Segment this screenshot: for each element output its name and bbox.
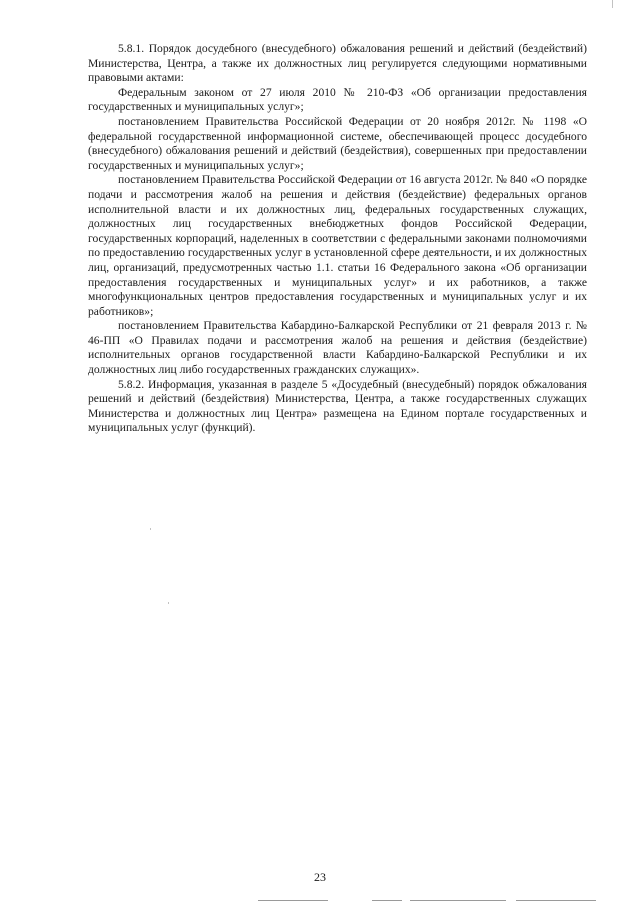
- scan-artifact-top-right: [612, 0, 613, 8]
- scan-artifact-bottom-line: [258, 900, 328, 901]
- paragraph-5-8-2: 5.8.2. Информация, указанная в разделе 5 «Досудебный (внесудебный) порядок обжалования решений и действий (бездействия) Министерства, Центра, а также государственных служащих Министерства и должностных лиц Центра» размещена на Едином портале государственных и муниципальных услуг (функций).: [88, 377, 587, 435]
- scan-artifact-bottom-line: [516, 900, 596, 901]
- scan-artifact-bottom-line: [372, 900, 402, 901]
- scan-artifact-margin-mark: [150, 528, 151, 530]
- scan-artifact-margin-mark: [168, 602, 169, 604]
- paragraph-5-8-1: 5.8.1. Порядок досудебного (внесудебного) обжалования решений и действий (бездействий) Министерства, Центра, а также их должностных лиц регулируется следующими нормативными правовыми актами:: [88, 42, 587, 85]
- paragraph-resolution-46-pp: постановлением Правительства Кабардино-Балкарской Республики от 21 февраля 2013 г. № 46-ПП «О Правилах подачи и рассмотрения жалоб на решения и действия (бездействие) исполнительных органов государственной власти Кабардино-Балкарской Республики и их должностных лиц либо государственных гражданских служащих».: [88, 319, 587, 377]
- scan-artifact-bottom-line: [410, 900, 506, 901]
- page-number: 23: [314, 870, 326, 884]
- document-body: [88, 42, 587, 436]
- paragraph-federal-law-210: Федеральным законом от 27 июля 2010 № 210-ФЗ «Об организации предоставления государственных и муниципальных услуг»;: [88, 85, 587, 114]
- paragraph-resolution-1198: постановлением Правительства Российской Федерации от 20 ноября 2012г. № 1198 «О федеральной государственной информационной системе, обеспечивающей процесс досудебного (внесудебного) обжалования решений и действий (бездействия), совершенных при предоставлении государственных и муниципальных услуг»;: [88, 114, 587, 172]
- paragraph-resolution-840: постановлением Правительства Российской Федерации от 16 августа 2012г. № 840 «О порядке подачи и рассмотрения жалоб на решения и действия (бездействие) федеральных органов исполнительной власти и их должностных лиц, федеральных государственных служащих, должностных лиц государственных внебюджетных фондов Российской Федерации, государственных корпораций, наделенных в соответствии с федеральными законами полномочиями по предоставлению государственных услуг в установленной сфере деятельности, и их должностных лиц, организаций, предусмотренных частью 1.1. статьи 16 Федерального закона «Об организации предоставления государственных и муниципальных услуг» и их работников, а также многофункциональных центров предоставления государственных и муниципальных услуг и их работников»;: [88, 173, 587, 318]
